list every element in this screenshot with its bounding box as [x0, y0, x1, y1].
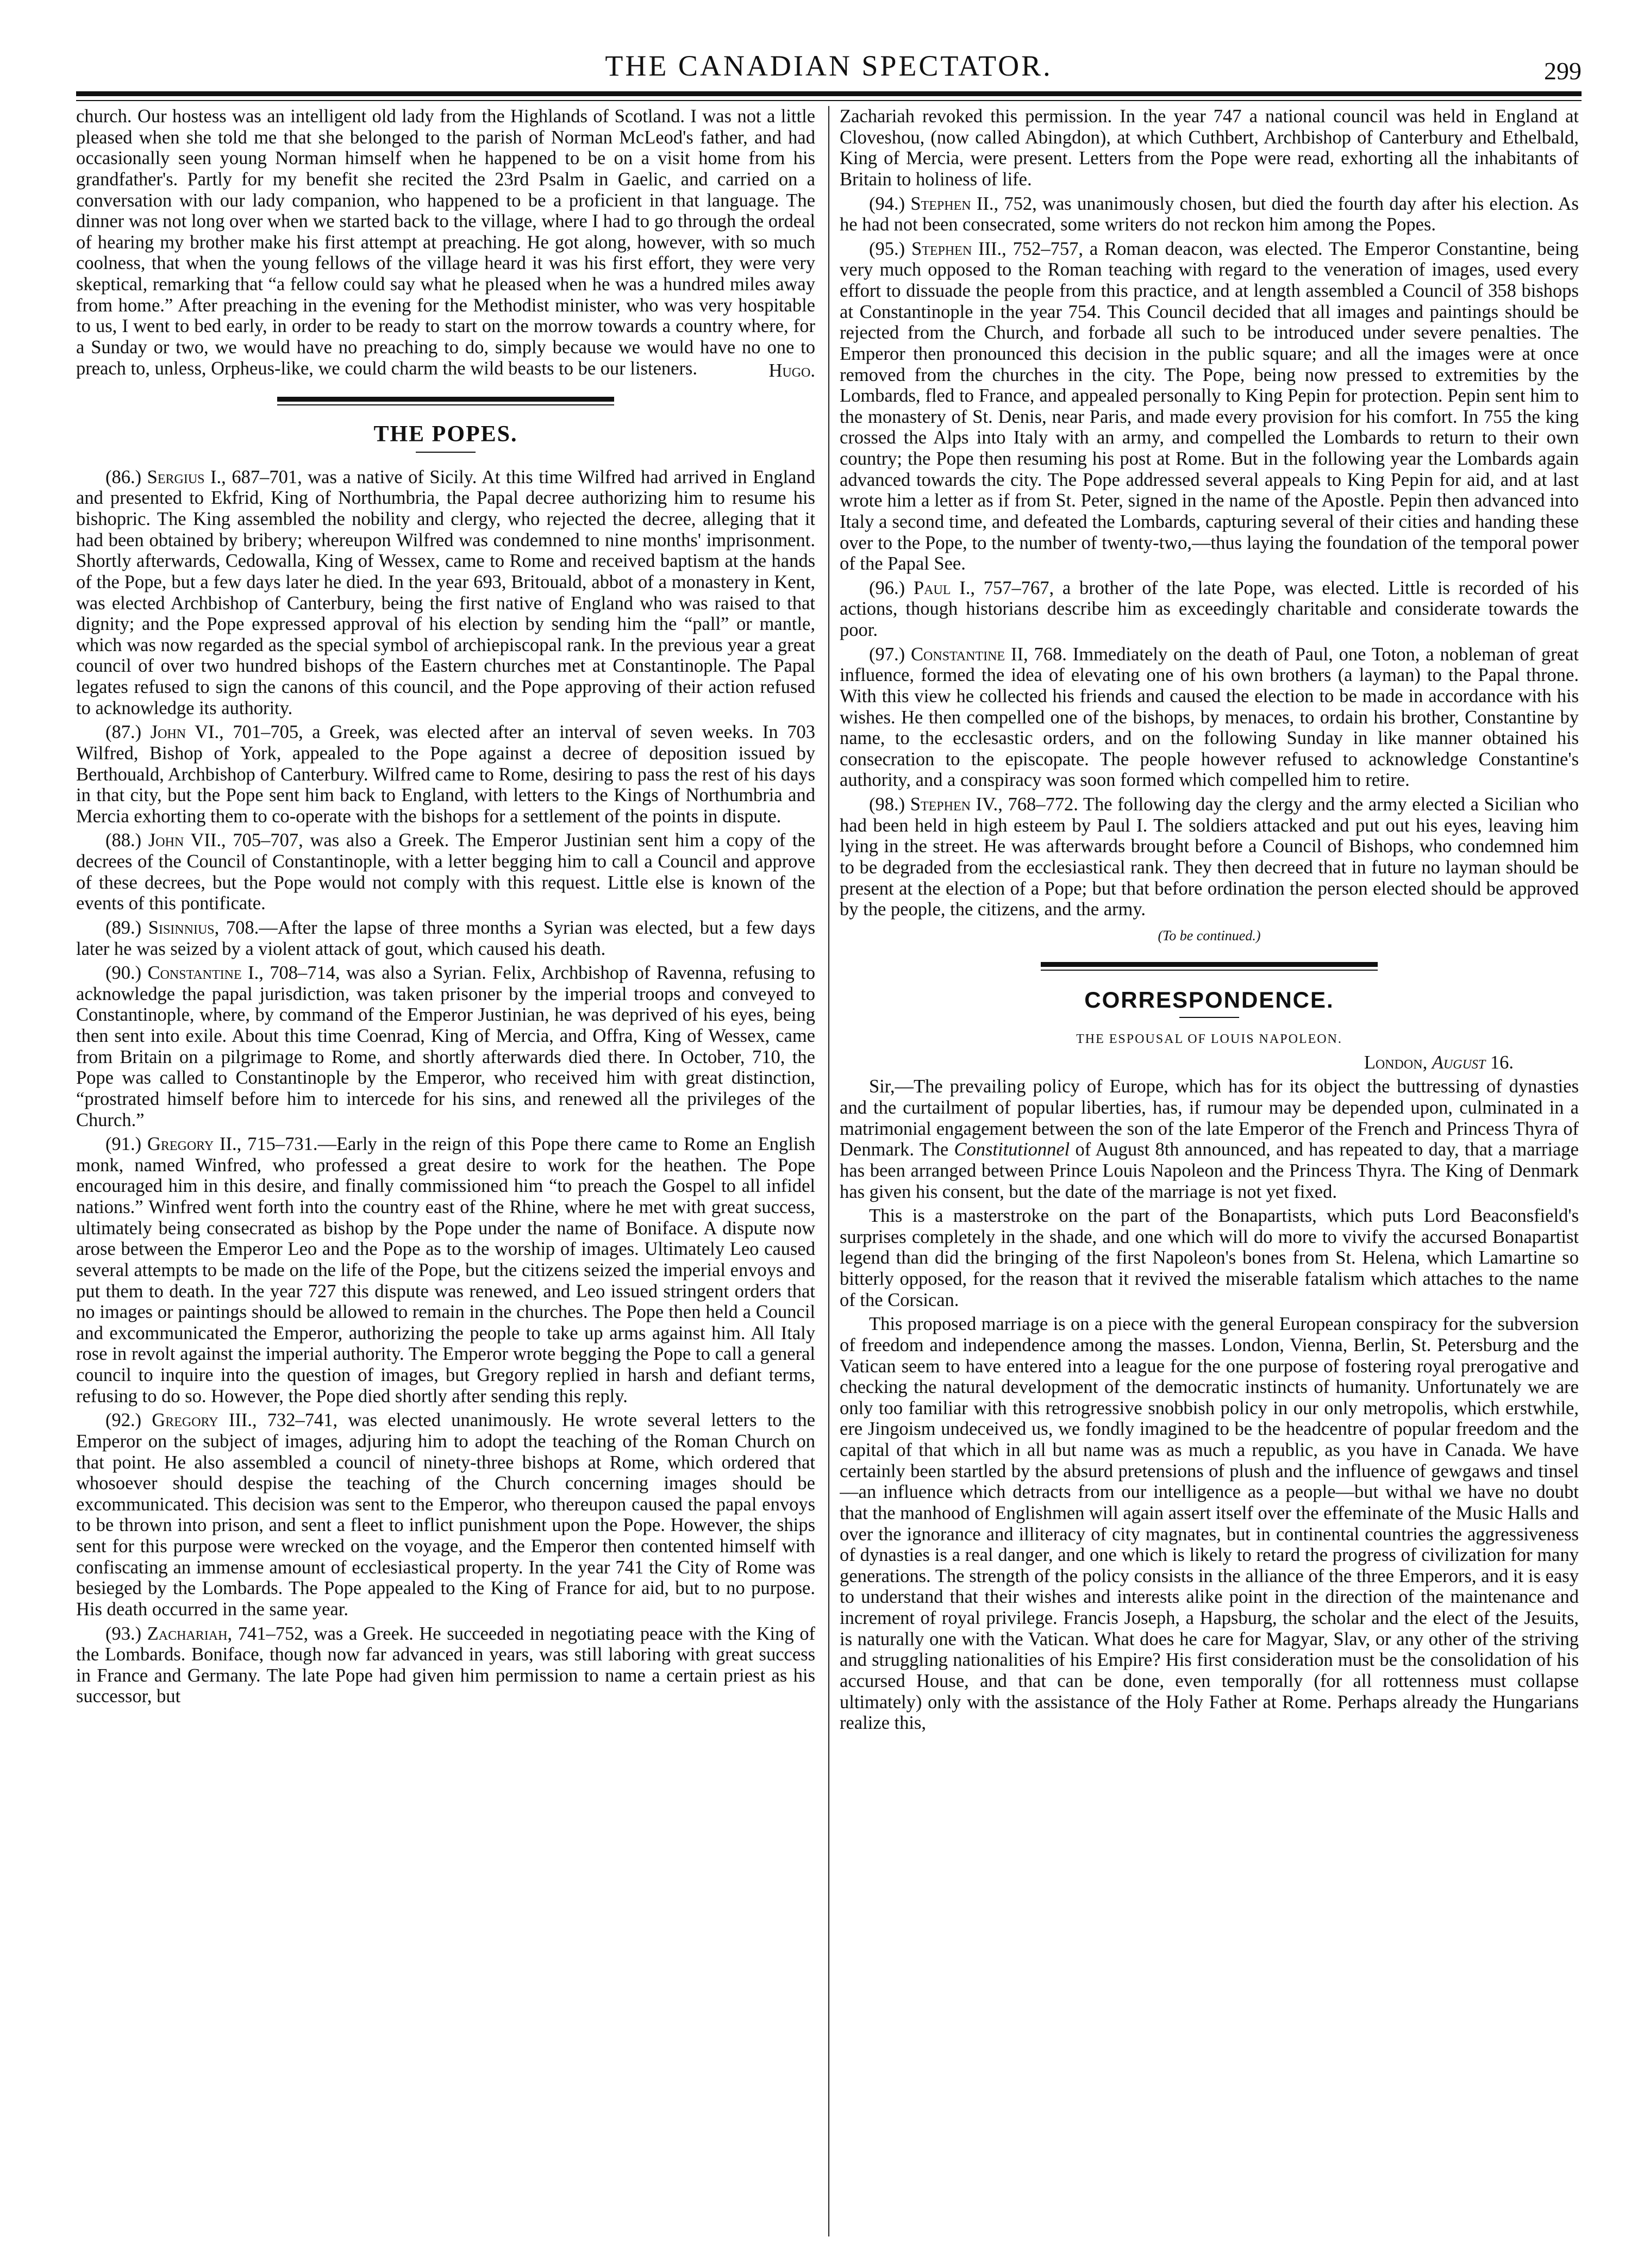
pope-name: Stephen III.	[911, 238, 1002, 259]
title-underline	[416, 452, 476, 453]
pope-name: Stephen IV.	[910, 794, 998, 815]
pope-entry: (92.) Gregory III., 732–741, was elected unanimously. He wrote several letters to the Emperor on the subject of images, adjuring him to adopt the teaching of the Roman Church on that point. He also assembled a council of ninety-three bishops at Rome, which ordered that whosoever should despise the teaching of the Church concerning images should be excommunicated. This decision was sent to the Emperor, who thereupon caused the papal envoys to be thrown into prison, and sent a fleet to inflict punishment upon the Pope. However, the ships sent for this purpose were wrecked on the voyage, and the Emperor then contented himself with confiscating an immense amount of ecclesiastical property. In the year 741 the City of Rome was besieged by the Lombards. The Pope appealed to the King of France for aid, but to no purpose. His death occurred in the same year.	[76, 1410, 815, 1620]
section-divider	[1041, 962, 1378, 971]
pope-name: Sisinnius	[148, 917, 215, 938]
pope-name: John VII.	[148, 830, 221, 851]
header-rule	[76, 91, 1582, 96]
pope-name: Zachariah	[147, 1623, 228, 1644]
pope-entry: (88.) John VII., 705–707, was also a Greek. The Emperor Justinian sent him a copy of the decrees of the Council of Constantinople, with a letter begging him to call a Council and approve of these decrees, but the Pope would not comply with this request. Little else is known of the events of this pontificate.	[76, 830, 815, 914]
pope-entry: (95.) Stephen III., 752–757, a Roman deacon, was elected. The Emperor Constantine, being very much opposed to the Roman teaching with regard to the veneration of images, used every effort to dissuade the people from this practice, and at length assembled a Council of 358 bishops at Constantinople in the year 754. This Council decided that all images and paintings should be rejected from the Church, and forbade all such to be introduced under severe penalties. The Emperor then pronounced this decision in the public square; and all the images were at once removed from the churches in the city. The Pope, being now pressed to extremities by the Lombards, fled to France, and appealed personally to King Pepin for protection. Pepin sent him to the monastery of St. Denis, near Paris, and made every provision for his comfort. In 755 the king crossed the Alps into Italy with an army, and compelled the Lombards to return to their own country; the Pope then resuming his post at Rome. But in the following year the Lombards again advanced towards the city. The Pope addressed several appeals to King Pepin for aid, and at last wrote him a letter as if from St. Peter, signed in the name of the Apostle. Pepin then advanced into Italy a second time, and defeated the Lombards, capturing several of their cities and handing these over to the Pope, to the number of twenty-two,—thus laying the foundation of the temporal power of the Papal See.	[840, 238, 1579, 574]
pope-name: Gregory III.	[152, 1410, 252, 1431]
column-divider	[828, 106, 829, 2236]
pope-entry: (91.) Gregory II., 715–731.—Early in the reign of this Pope there came to Rome an English monk, named Winfred, who professed a great desire to work for the heathen. The Pope encouraged him in this desire, and finally commissioned him “to preach the Gospel to all infidel nations.” Winfred went forth into the country east of the Rhine, where he met with great success, ultimately being consecrated as bishop by the Pope under the name of Boniface. A dispute now arose between the Emperor Leo and the Pope as to the worship of images. Ultimately Leo caused several attempts to be made on the life of the Pope, but the citizens seized the imperial envoys and put them to death. In the year 727 this dispute was renewed, and Leo issued stringent orders that no images or paintings should be allowed to remain in the churches. The Pope then held a Council and excommunicated the Emperor, authorizing the people to take up arms against him. All Italy rose in revolt against the imperial authority. The Emperor wrote begging the Pope to call a general council to inquire into the question of images, but Gregory replied in harsh and defiant terms, refusing to do so. However, the Pope died shortly after sending this reply.	[76, 1134, 815, 1407]
pope-entry: (97.) Constantine II, 768. Immediately on the death of Paul, one Toton, a nobleman of great influence, formed the idea of elevating one of his own brothers (a layman) to the Papal throne. With this view he collected his friends and caused the election to be made in accordance with his wishes. He then compelled one of the bishops, by menaces, to ordain his brother, Constantine by name, to the ecclesastic orders, and on the following Sunday in like manner obtained his consecration to the episcopate. The people however refused to acknowledge Constantine's authority, and a conspiracy was soon formed which compelled him to retire.	[840, 643, 1579, 791]
letter-paragraph: Sir,—The prevailing policy of Europe, which has for its object the buttressing of dynasties and the curtailment of popular liberties, has, if rumour may be depended upon, culminated in a matrimonial engagement between the son of the late Emperor of the French and Princess Thyra of Denmark. The Constitutionnel of August 8th announced, and has repeated to day, that a marriage has been arranged between Prince Louis Napoleon and the Princess Thyra. The King of Denmark has given his consent, but the date of the marriage is not yet fixed.	[840, 1076, 1579, 1202]
header-rule-thin	[76, 100, 1582, 101]
to-be-continued: (To be continued.)	[1158, 927, 1261, 944]
letter-paragraph: This is a masterstroke on the part of the Bonapartists, which puts Lord Beaconsfield's surprises completely in the shade, and one which will do more to vivify the accursed Bonapartist legend than did the bringing of the first Napoleon's bones from St. Helena, which Lamartine so bitterly opposed, for the reason that it revived the miserable fatalism which attaches to the name of the Corsican.	[840, 1205, 1579, 1310]
page-number: 299	[1544, 57, 1582, 85]
pope-name: Constantine I.	[147, 963, 259, 984]
pope-entry: (87.) John VI., 701–705, a Greek, was elected after an interval of seven weeks. In 703 Wilfred, Bishop of York, appealed to the Pope against a decree of deposition issued by Berthouald, Archbishop of Canterbury. Wilfred came to Rome, desiring to pass the rest of his days in that city, but the Pope sent him back to England, with letters to the Kings of Northumbria and Mercia exhorting them to co-operate with the bishops for a settlement of the points in dispute.	[76, 722, 815, 827]
masthead: THE CANADIAN SPECTATOR.	[605, 49, 1053, 82]
pope-entry: (89.) Sisinnius, 708.—After the lapse of three months a Syrian was elected, but a few days later he was seized by a violent attack of gout, which caused his death.	[76, 917, 815, 959]
signature: Hugo.	[768, 360, 815, 382]
pope-name: John VI.	[150, 722, 220, 743]
pope-name: Stephen II.	[910, 193, 994, 214]
pope-name: Sergius I.	[147, 466, 222, 488]
title-underline	[1179, 1017, 1239, 1018]
pope-name: Gregory II.	[147, 1134, 237, 1155]
article-continuation: church. Our hostess was an intelligent old lady from the Highlands of Scotland. I was not a little pleased when she told me that she belonged to the parish of Norman McLeod's father, and had occasionally seen young Norman himself when he happened to be on a visit home from his grandfather's. Partly for my benefit she recited the 23rd Psalm in Gaelic, and carried on a conversation with our lady companion, who happened to be a proficient in that language. The dinner was not long over when we started back to the village, where I had to go through the ordeal of hearing my brother make his first attempt at preaching. He got along, however, with so much coolness, that when the young fellows of the village heard it was his first effort, they were very skeptical, remarking that “a fellow could say what he pleased when he was a hundred miles away from home.” After preaching in the evening for the Methodist minister, who was very hospitable to us, I went to bed early, in order to be ready to start on the morrow towards a country where, for a Sunday or two, we would have no preaching to do, simply because we would have no one to preach to, unless, Orpheus-like, we could charm the wild beasts to be our listeners.	[76, 106, 815, 379]
right-column	[840, 106, 1579, 2236]
left-column	[76, 106, 815, 2236]
section-divider	[277, 397, 614, 405]
newspaper-page	[76, 38, 1582, 2245]
letter-dateline: London, August 16.	[1364, 1052, 1514, 1073]
pope-entry: (96.) Paul I., 757–767, a brother of the late Pope, was elected. Little is recorded of his actions, though historians describe him as exceedingly charitable and considerate towards the poor.	[840, 577, 1579, 640]
pope-entry: (93.) Zachariah, 741–752, was a Greek. He succeeded in negotiating peace with the King of the Lombards. Boniface, though now far advanced in years, was still laboring with great success in France and Germany. The late Pope had given him permission to name a certain priest as his successor, but	[76, 1623, 815, 1707]
pope-entry-continuation: Zachariah revoked this permission. In the year 747 a national council was held in England at Cloveshou, (now called Abingdon), at which Cuthbert, Archbishop of Canterbury and Ethelbald, King of Mercia, were present. Letters from the Pope were read, exhorting all the inhabitants of Britain to holiness of life.	[840, 106, 1579, 190]
letter-subtitle: THE ESPOUSAL OF LOUIS NAPOLEON.	[1076, 1032, 1342, 1046]
letter-paragraph: This proposed marriage is on a piece with the general European conspiracy for the subversion of freedom and independence among the masses. London, Vienna, Berlin, St. Petersburg and the Vatican seem to have entered into a league for the one purpose of fostering royal prerogative and checking the natural development of the democratic instincts of humanity. Unfortunately we are only too familiar with this retrogressive snobbish policy in our only metropolis, which erstwhile, ere Jingoism undeceived us, we fondly imagined to be the headcentre of popular freedom and the capital of that which in all but name was as much a republic, as you have in Canada. We have certainly been startled by the absurd pretensions of plush and the influence of gewgaws and tinsel—an influence which detracts from our intelligence as a people—but withal we have no doubt that the manhood of Englishmen will again assert itself over the effeminate of the Music Halls and over the ignorance and illiteracy of city magnates, but in continental countries the aggressiveness of dynasties is a real danger, and one which is likely to retard the progress of civilization for many generations. The strength of the policy consists in the alliance of the three Emperors, and it is easy to understand that their wishes and interests alike point in the direction of the maintenance and increment of royal privilege. Francis Joseph, a Hapsburg, the scholar and the elect of the Jesuits, is naturally one with the Vatican. What does he care for Magyar, Slav, or any other of the striving and struggling nationalities of his Empire? His first consideration must be the consolidation of his accursed House, and that can be done, even temporally (for all rottenness must collapse ultimately) only with the assistance of the Holy Father at Rome. Perhaps already the Hungarians realize this,	[840, 1314, 1579, 1734]
pope-entry: (86.) Sergius I., 687–701, was a native of Sicily. At this time Wilfred had arrived in England and presented to Ekfrid, King of Northumbria, the Papal decree authorizing him to resume his bishopric. The King assembled the nobility and clergy, who rejected the decree, alleging that it had been obtained by bribery; whereupon Wilfred was condemned to nine months' imprisonment. Shortly afterwards, Cedowalla, King of Wessex, came to Rome and received baptism at the hands of the Pope, but a few days later he died. In the year 693, Britouald, abbot of a monastery in Kent, was elected Archbishop of Canterbury, being the first native of England who was raised to that dignity; and the Pope expressed approval of his election by sending him the “pall” or mantle, which was now regarded as the special symbol of archiepiscopal rank. In the previous year a great council of over two hundred bishops of the Eastern churches met at Constantinople. The Papal legates refused to sign the canons of this council, and the Pope approving of their action refused to acknowledge its authority.	[76, 466, 815, 718]
pope-name: Constantine II	[911, 643, 1023, 665]
pope-name: Paul I.	[913, 577, 971, 598]
pope-entry: (90.) Constantine I., 708–714, was also a Syrian. Felix, Archbishop of Ravenna, refusing to acknowledge the papal jurisdiction, was taken prisoner by the imperial troops and conveyed to Constantinople, where, by command of the Emperor Justinian, he was deprived of his eyes, being then sent into exile. About this time Coenrad, King of Mercia, and Offra, King of Wessex, came from Britain on a pilgrimage to Rome, and shortly afterwards died there. In October, 710, the Pope was called to Constantinople by the Emperor, who received him with great distinction, “prostrated himself before him to intercede for his sins, and renewed all the privileges of the Church.”	[76, 963, 815, 1130]
page-header	[76, 49, 1582, 98]
section-title-correspondence: CORRESPONDENCE.	[1084, 986, 1334, 1013]
pope-entry: (94.) Stephen II., 752, was unanimously chosen, but died the fourth day after his election. As he had not been consecrated, some writers do not reckon him among the Popes.	[840, 193, 1579, 235]
pope-entry: (98.) Stephen IV., 768–772. The following day the clergy and the army elected a Sicilian who had been held in high esteem by Paul I. The soldiers attacked and put out his eyes, leaving him lying in the street. He was afterwards brought before a Council of Bishops, who condemned him to be degraded from the ecclesiastical rank. They then decreed that in future no layman should be present at the election of a Pope; but that before ordination the person elected should be approved by the people, the citizens, and the army.	[840, 794, 1579, 920]
section-title-popes: THE POPES.	[373, 421, 518, 447]
